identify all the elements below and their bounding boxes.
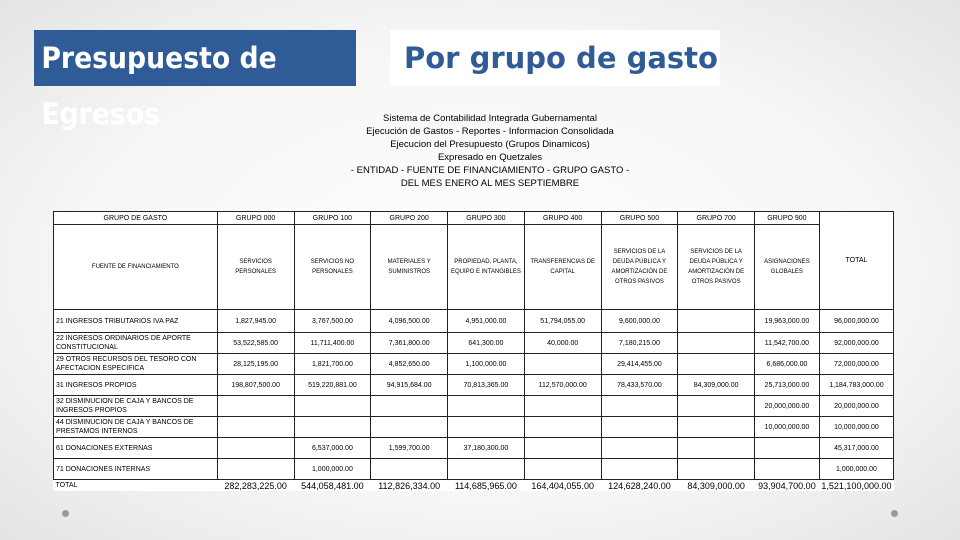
- totals-value: 544,058,481.00: [294, 480, 371, 492]
- row-total: 20,000,000.00: [819, 396, 893, 417]
- source-header: FUENTE DE FINANCIAMIENTO: [54, 225, 218, 310]
- row-value: 70,813,365.00: [448, 375, 525, 396]
- row-total: 92,000,000.00: [819, 333, 893, 354]
- group-name: SERVICIOS PERSONALES: [217, 225, 294, 310]
- row-value: 1,599,700.00: [371, 438, 448, 459]
- row-source: 22 INGRESOS ORDINARIOS DE APORTE CONSTITUCIONAL: [54, 333, 218, 354]
- table-row: [54, 396, 894, 417]
- row-value: 37,180,300.00: [448, 438, 525, 459]
- row-value: [371, 459, 448, 480]
- row-total: 72,000,000.00: [819, 354, 893, 375]
- row-value: [524, 417, 601, 438]
- row-value: [754, 438, 819, 459]
- row-value: 94,915,684.00: [371, 375, 448, 396]
- table-row: [54, 459, 894, 480]
- budget-table: [53, 211, 894, 491]
- group-name: PROPIEDAD, PLANTA, EQUIPO E INTANGIBLES: [448, 225, 525, 310]
- report-header-line: DEL MES ENERO AL MES SEPTIEMBRE: [400, 178, 580, 189]
- row-value: [371, 417, 448, 438]
- row-value: [678, 459, 755, 480]
- group-name: SERVICIOS NO PERSONALES: [294, 225, 371, 310]
- totals-value: 124,628,240.00: [601, 480, 678, 492]
- report-header-line: Ejecución de Gastos - Reportes - Informacion Consolidada: [366, 126, 614, 137]
- row-source: 44 DISMINUCION DE CAJA Y BANCOS DE PRESTAMOS INTERNOS: [54, 417, 218, 438]
- table-row: [54, 333, 894, 354]
- group-code: GRUPO 300: [448, 212, 525, 225]
- report-header-line: - ENTIDAD - FUENTE DE FINANCIAMIENTO - GRUPO GASTO -: [350, 165, 630, 176]
- row-value: 6,537,000.00: [294, 438, 371, 459]
- table-row: [54, 354, 894, 375]
- row-value: [294, 396, 371, 417]
- row-value: [217, 396, 294, 417]
- row-value: [678, 417, 755, 438]
- row-value: 4,951,000.00: [448, 310, 525, 333]
- row-value: 4,096,500.00: [371, 310, 448, 333]
- row-value: [678, 438, 755, 459]
- row-value: 6,686,000.00: [754, 354, 819, 375]
- report-header-line: Sistema de Contabilidad Integrada Gubernamental: [383, 113, 597, 124]
- totals-value: 164,404,055.00: [524, 480, 601, 492]
- group-name: TRANSFERENCIAS DE CAPITAL: [524, 225, 601, 310]
- row-source: 29 OTROS RECURSOS DEL TESORO CON AFECTACION ESPECIFICA: [54, 354, 218, 375]
- report-header-line: Expresado en Quetzales: [437, 152, 543, 163]
- row-value: 84,309,000.00: [678, 375, 755, 396]
- row-total: 10,000,000.00: [819, 417, 893, 438]
- row-value: [601, 459, 678, 480]
- group-code: GRUPO 900: [754, 212, 819, 225]
- nav-dot-right: [891, 510, 898, 517]
- row-value: 1,827,945.00: [217, 310, 294, 333]
- slide-title-sub: Por grupo de gasto: [390, 30, 720, 86]
- totals-value: 112,826,334.00: [371, 480, 448, 492]
- row-value: [524, 396, 601, 417]
- report-header: [0, 112, 960, 190]
- row-source: 71 DONACIONES INTERNAS: [54, 459, 218, 480]
- totals-value: 93,904,700.00: [754, 480, 819, 492]
- group-code: GRUPO 500: [601, 212, 678, 225]
- row-value: [601, 396, 678, 417]
- totals-value: 114,685,965.00: [448, 480, 525, 492]
- row-value: 29,414,455.00: [601, 354, 678, 375]
- row-total: 45,317,000.00: [819, 438, 893, 459]
- row-value: 4,852,650.00: [371, 354, 448, 375]
- group-name: SERVICIOS DE LA DEUDA PÚBLICA Y AMORTIZACIÓN DE OTROS PASIVOS: [601, 225, 678, 310]
- row-value: [448, 459, 525, 480]
- row-value: 198,807,500.00: [217, 375, 294, 396]
- row-value: 1,100,000.00: [448, 354, 525, 375]
- grand-total: 1,521,100,000.00: [819, 480, 893, 492]
- group-code: GRUPO 000: [217, 212, 294, 225]
- row-source: 21 INGRESOS TRIBUTARIOS IVA PAZ: [54, 310, 218, 333]
- row-value: 25,713,000.00: [754, 375, 819, 396]
- row-value: 7,180,215.00: [601, 333, 678, 354]
- group-code: GRUPO 400: [524, 212, 601, 225]
- row-source: 31 INGRESOS PROPIOS: [54, 375, 218, 396]
- row-value: [217, 438, 294, 459]
- row-value: [678, 310, 755, 333]
- row-value: 10,000,000.00: [754, 417, 819, 438]
- group-code: GRUPO 200: [371, 212, 448, 225]
- totals-label: TOTAL: [54, 480, 218, 492]
- slide-title-main: Presupuesto de Egresos: [34, 30, 356, 86]
- row-value: 519,220,881.00: [294, 375, 371, 396]
- row-value: 78,433,570.00: [601, 375, 678, 396]
- row-value: 1,000,000.00: [294, 459, 371, 480]
- report-header-line: Ejecucion del Presupuesto (Grupos Dinamicos): [390, 139, 590, 150]
- table-row: [54, 310, 894, 333]
- row-value: [448, 417, 525, 438]
- totals-value: 84,309,000.00: [678, 480, 755, 492]
- totals-row: [54, 480, 894, 492]
- row-value: 9,600,000.00: [601, 310, 678, 333]
- row-value: [217, 417, 294, 438]
- row-value: [524, 438, 601, 459]
- group-code: GRUPO 100: [294, 212, 371, 225]
- group-name: MATERIALES Y SUMINISTROS: [371, 225, 448, 310]
- row-value: 11,711,400.00: [294, 333, 371, 354]
- row-value: 641,300.00: [448, 333, 525, 354]
- row-value: [524, 459, 601, 480]
- row-total: 1,000,000.00: [819, 459, 893, 480]
- row-value: 19,963,000.00: [754, 310, 819, 333]
- row-value: [754, 459, 819, 480]
- row-source: 32 DISMINUCION DE CAJA Y BANCOS DE INGRESOS PROPIOS: [54, 396, 218, 417]
- row-source: 61 DONACIONES EXTERNAS: [54, 438, 218, 459]
- row-value: [294, 417, 371, 438]
- row-value: 11,542,700.00: [754, 333, 819, 354]
- row-value: [678, 333, 755, 354]
- row-value: 53,522,585.00: [217, 333, 294, 354]
- row-value: 112,570,000.00: [524, 375, 601, 396]
- total-header: TOTAL: [819, 212, 893, 310]
- row-value: [601, 438, 678, 459]
- row-value: [371, 396, 448, 417]
- row-value: 28,125,195.00: [217, 354, 294, 375]
- row-value: [678, 354, 755, 375]
- row-value: 51,794,055.00: [524, 310, 601, 333]
- row-value: 1,821,700.00: [294, 354, 371, 375]
- group-code: GRUPO 700: [678, 212, 755, 225]
- row-value: [678, 396, 755, 417]
- row-value: 7,361,800.00: [371, 333, 448, 354]
- row-total: 96,000,000.00: [819, 310, 893, 333]
- row-total: 1,184,783,000.00: [819, 375, 893, 396]
- row-value: [524, 354, 601, 375]
- row-value: [448, 396, 525, 417]
- totals-value: 282,283,225.00: [217, 480, 294, 492]
- row-value: 20,000,000.00: [754, 396, 819, 417]
- group-name: SERVICIOS DE LA DEUDA PÚBLICA Y AMORTIZACIÓN DE OTROS PASIVOS: [678, 225, 755, 310]
- table-row: [54, 417, 894, 438]
- row-value: [217, 459, 294, 480]
- row-value: 3,767,500.00: [294, 310, 371, 333]
- table-row: [54, 375, 894, 396]
- group-header: GRUPO DE GASTO: [54, 212, 218, 225]
- row-value: [601, 417, 678, 438]
- nav-dot-left: [62, 510, 69, 517]
- row-value: 40,000.00: [524, 333, 601, 354]
- table-row: [54, 438, 894, 459]
- table-body: [54, 310, 894, 492]
- group-name: ASIGNACIONES GLOBALES: [754, 225, 819, 310]
